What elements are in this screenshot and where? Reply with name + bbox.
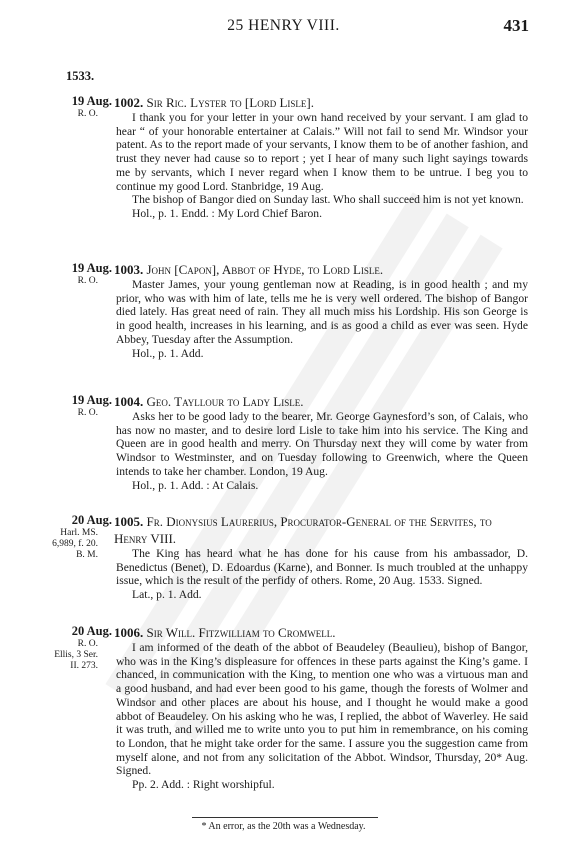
- entry-title: Sir Ric. Lyster to [Lord Lisle].: [146, 95, 314, 110]
- entry-paragraph: I am informed of the death of the abbot of Beaudeley (Beaulieu), bishop of Bangor, who was in the King’s displeasure for offences in these parts against the King’s game. I chanced, in communication with the King, to mention one who was a virtuous man and a good husband, and had ever been good to his game, though the forests of Wolmer and Windsor and other places are about his house, and I thought he would make a good abbot of Beaudeley. On his asking who he was, I replied, the abbot of Waverley. He said it was truth, and willed me to write unto you to put him in remembrance, on his coming to London, that he might take order for the same. I assure you the suggestion came from myself alone, and not from any solicitation of the Abbot. Windsor, Thursday, 20* Aug. Signed.: [116, 641, 528, 778]
- footnote: * An error, as the 20th was a Wednesday.: [201, 821, 366, 832]
- entry-body: [116, 547, 528, 588]
- entry-source: 6,989, f. 20.: [52, 539, 98, 549]
- entry-content: [116, 513, 528, 602]
- entry-source: R. O.: [77, 109, 98, 119]
- entry-heading: [114, 261, 528, 278]
- entry-heading: [114, 393, 528, 410]
- entry-paragraph: The King has heard what he has done for his cause from his ambassador, D. Benedictus (Benet), D. Edoardus (Karne), and Bonner. Is much troubled at the unhappy issue, which is the result of the perfidy of others. Rome, 20 Aug. 1533. Signed.: [116, 547, 528, 588]
- entry-content: [116, 393, 528, 492]
- entry-paragraph: Master James, your young gentleman now at Reading, is in good health ; and my prior, who was with him of late, tells me he is very well ordered. The bishop of Bangor died lately. Has great need of rain. They all much miss his Lordship. His son George is in good health, increases in his learning, and is as good a child as ever was seen. Hyde Abbey, Tuesday after the Assumption.: [116, 278, 528, 346]
- entry-source: Harl. MS.: [60, 528, 98, 538]
- entry-title: Geo. Tayllour to Lady Lisle.: [146, 394, 304, 409]
- entry-meta: Hol., p. 1. Add.: [132, 346, 204, 360]
- entry-heading: [114, 624, 528, 641]
- page-number: 431: [503, 16, 529, 35]
- entry-number: 1004.: [114, 394, 144, 409]
- entry-source: R. O.: [77, 639, 98, 649]
- entry-content: [116, 261, 528, 360]
- entry-meta: Lat., p. 1. Add.: [132, 588, 202, 602]
- entry-number: 1005.: [114, 514, 144, 529]
- entry-date: 20 Aug.: [71, 513, 112, 527]
- entry-meta: Hol., p. 1. Endd. : My Lord Chief Baron.: [132, 206, 322, 220]
- entry-body: [116, 278, 528, 347]
- entry-number: 1003.: [114, 262, 144, 277]
- entry-margin: [0, 624, 112, 672]
- entry-source: Ellis, 3 Ser.: [54, 650, 98, 660]
- footnote-rule: [192, 817, 378, 818]
- entry-margin: [0, 94, 112, 120]
- entry-body: [116, 410, 528, 479]
- entry-content: [116, 624, 528, 792]
- entry-paragraph: Asks her to be good lady to the bearer, Mr. George Gaynesford’s son, of Calais, who has now no master, and to desire lord Lisle to take him into his service. The King and Queen are in good health and merry. On Thursday next they will come by water from Windsor to Westminster, and on Tuesday following to Greenwich, where the Queen intends to take her chamber. London, 19 Aug.: [116, 410, 528, 478]
- entry-date: 19 Aug.: [71, 393, 112, 407]
- year-label: 1533.: [66, 69, 95, 83]
- entry-paragraph: The bishop of Bangor died on Sunday last. Who shall succeed him is not yet known.: [132, 193, 524, 207]
- entry-heading: [114, 513, 528, 547]
- entry-title: Sir Will. Fitzwilliam to Cromwell.: [146, 625, 336, 640]
- entry-heading: [114, 94, 528, 111]
- entry-title: John [Capon], Abbot of Hyde, to Lord Lisle.: [146, 262, 384, 277]
- entry-title: Fr. Dionysius Laurerius, Procurator-General of the Servites, to Henry VIII.: [114, 514, 492, 546]
- entry-paragraph: I thank you for your letter in your own hand received by your servant. I am glad to hear “ of your honorable entertainer at Calais.” Will not fail to send Mr. Windsor your patent. As to the report made of your servants, I know them to be of another fashion, and trust they never had cause so to report ; yet I hear of many such light sayings towards me by servants, which I never regard when I know them to be untrue. I beg you to continue my good Lord. Stanbridge, 19 Aug.: [116, 111, 528, 193]
- entry-margin: [0, 393, 112, 419]
- entry-source: B. M.: [76, 550, 98, 560]
- entry-body: [116, 111, 528, 207]
- entry-number: 1006.: [114, 625, 144, 640]
- entry-source: II. 273.: [70, 661, 98, 671]
- entry-meta: Pp. 2. Add. : Right worshipful.: [132, 778, 275, 792]
- entry-margin: [0, 261, 112, 287]
- entry-source: R. O.: [77, 408, 98, 418]
- entry-date: 19 Aug.: [71, 261, 112, 275]
- entry-body: [116, 641, 528, 778]
- entry-date: 19 Aug.: [71, 94, 112, 108]
- running-head: 25 HENRY VIII.: [227, 17, 340, 34]
- page-header: [0, 12, 567, 42]
- entry-content: [116, 94, 528, 221]
- entry-meta: Hol., p. 1. Add. : At Calais.: [132, 478, 259, 492]
- entry-margin: [0, 513, 112, 561]
- entry-number: 1002.: [114, 95, 144, 110]
- entry-source: R. O.: [77, 276, 98, 286]
- entry-date: 20 Aug.: [71, 624, 112, 638]
